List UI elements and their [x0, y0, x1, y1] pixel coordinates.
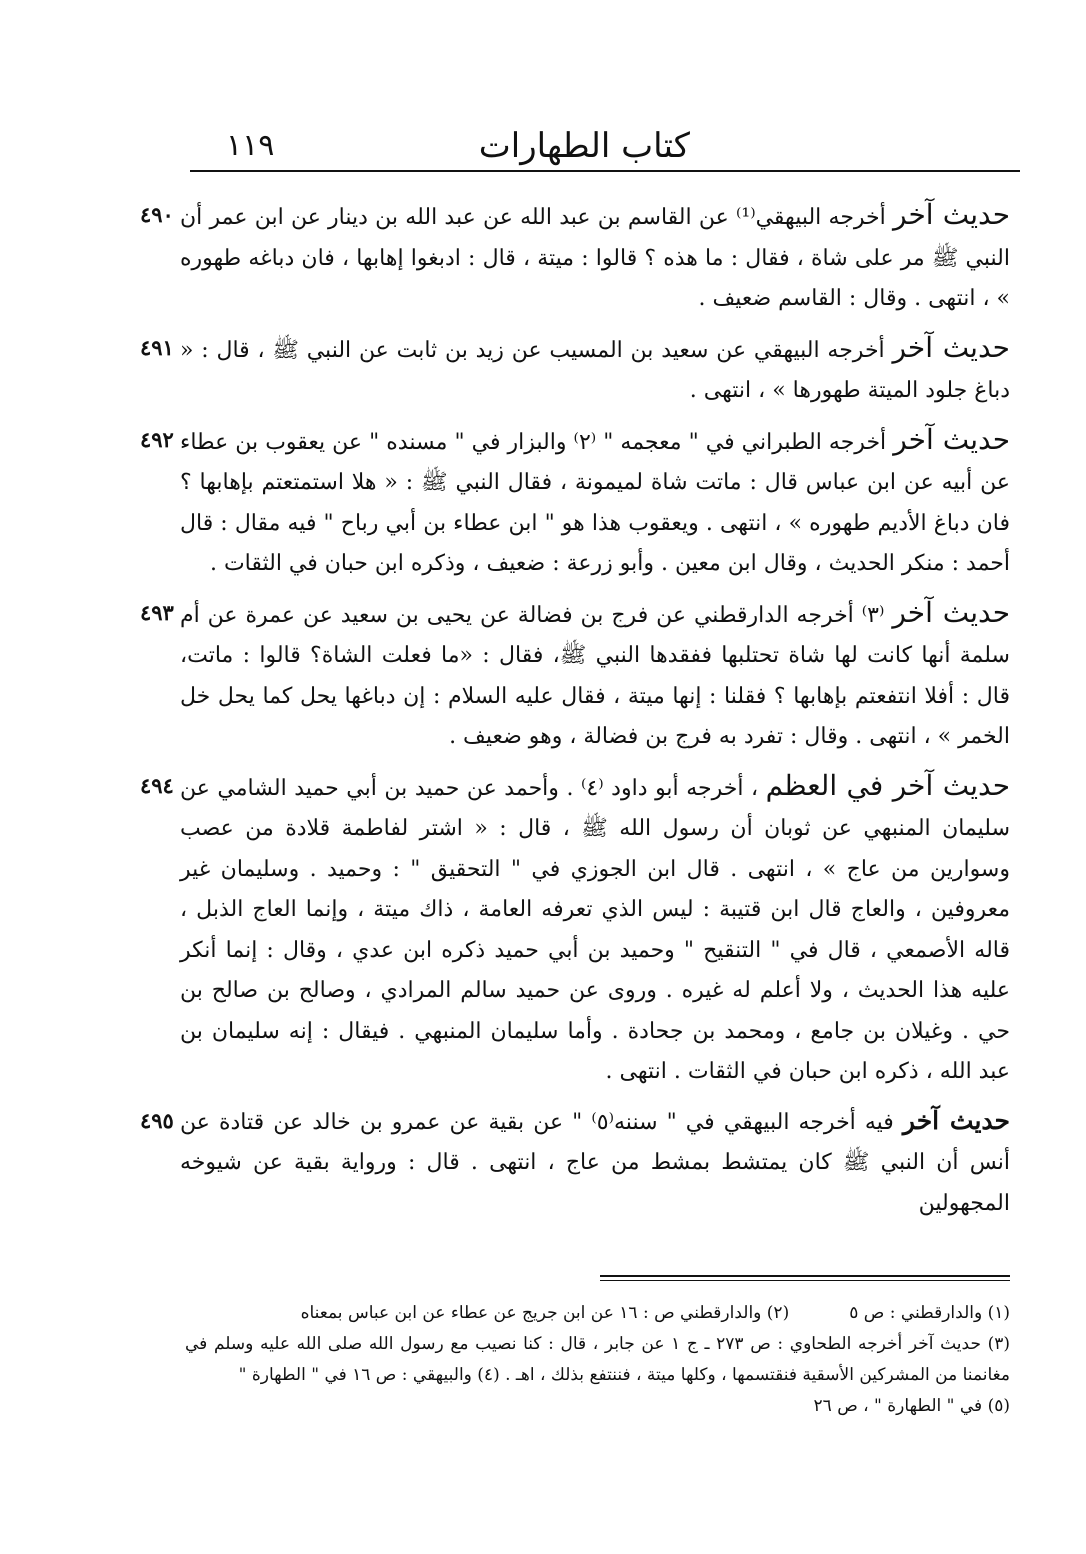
page-header [190, 112, 1020, 172]
footnote-3-text: (٣) حديث آخر أخرجه الطحاوي : ص ٢٧٣ ـ ج ١ عن جابر ، قال : كنا نصيب مع رسول الله صلى الله عليه وسلم في مغانمنا من المشركين الأسقية فنقتسمها ، وكلها ميتة ، فننتفع بذلك ، اهـ . [185, 1334, 1011, 1385]
hadith-text: ⁽٣⁾ أخرجه الدارقطني عن فرج بن فضالة عن يحيى بن سعيد عن عمرة عن أم سلمة أنها كانت لها شاة تحتلبها ففقدها النبي ﷺ، فقال : «ما فعلت الشاة؟ قالوا : ماتت، قال : أفلا انتفعتم بإهابها ؟ فقلنا : إنها ميتة ، فقال عليه السلام : إن دباغها يحل كما يحل خل الخمر » ، انتهى . وقال : تفرد به فرج بن فضالة ، وهو ضعيف . [180, 602, 1010, 749]
hadith-heading: حديث آخر [902, 1105, 1010, 1135]
hadith-number: ٤٩١ [140, 334, 174, 360]
hadith-heading: حديث آخر [893, 198, 1011, 231]
hadith-text: أخرجه البيهقي عن سعيد بن المسيب عن زيد بن ثابت عن النبي ﷺ ، قال : « دباغ جلود الميتة طهورها » ، انتهى . [180, 337, 1010, 403]
hadith-entry [140, 766, 1011, 1093]
footnote-row [185, 1298, 1010, 1329]
hadith-heading: حديث آخر [892, 330, 1010, 364]
hadith-entry [140, 195, 1011, 320]
hadith-number: ٤٩٢ [140, 426, 174, 452]
footnote-2: (٢) والدارقطني ص : ١٦ عن ابن جريج عن عطاء عن ابن عباس بمعناه [300, 1303, 790, 1323]
hadith-number: ٤٩٣ [140, 599, 174, 625]
hadith-heading: حديث آخر [893, 422, 1011, 456]
hadith-text: فيه أخرجه البيهقي في " سننه⁽٥⁾ " عن بقية عن عمرو بن خالد عن قتادة عن أنس أن النبي ﷺ كان يمتشط بمشط من عاج ، انتهى . قال : ورواية بقية عن شيوخه المجهولين [180, 1109, 1010, 1216]
hadith-entry [140, 593, 1011, 758]
hadith-number: ٤٩٥ [140, 1107, 174, 1133]
hadith-heading: حديث آخر [892, 595, 1011, 629]
footnote-5: (٥) في " الطهارة " ، ص ٢٦ [813, 1396, 1010, 1416]
book-title: كتاب الطهارات [478, 126, 690, 166]
hadith-entry [140, 420, 1011, 585]
footnotes [185, 1298, 1010, 1422]
footnote-rule [600, 1275, 1010, 1281]
hadith-text: أخرجه البيهقي⁽¹⁾ عن القاسم بن عبد الله عن عبد الله بن دينار عن ابن عمر أن النبي ﷺ مر على شاة ، فقال : ما هذه ؟ قالوا : ميتة ، قال : ادبغوا إهابها ، فان دباغه طهوره » ، انتهى . وقال : القاسم ضعيف . [180, 205, 1010, 311]
hadith-text: أخرجه الطبراني في " معجمه " ⁽٢⁾ والبزار في " مسنده " عن يعقوب بن عطاء عن أبيه عن ابن عباس قال : ماتت شاة لميمونة ، فقال النبي ﷺ : « هلا استمتعتم بإهابها ؟ فان دباغ الأديم طهوره » ، انتهى . ويعقوب هذا هو " ابن عطاء بن أبي رباح " فيه مقال : قال أحمد : منكر الحديث ، وقال ابن معين . وأبو زرعة : ضعيف ، وذكره ابن حبان في الثقات . [180, 429, 1010, 576]
page-number: ١١٩ [226, 128, 275, 163]
main-text [140, 195, 1011, 1232]
hadith-number: ٤٩٤ [140, 772, 174, 798]
hadith-entry [140, 1101, 1010, 1225]
hadith-text: ، أخرجه أبو داود ⁽٤⁾ . وأحمد عن حميد بن أبي حميد الشامي عن سليمان المنبهي عن ثوبان أن رسول الله ﷺ ، قال : « اشتر لفاطمة قلادة من عصب وسوارين من عاج » ، انتهى . قال ابن الجوزي في " التحقيق " : وحميد . وسليمان غير معروفين ، والعاج قال ابن قتيبة : ليس الذي تعرفه العامة ، ذاك ميتة ، وإنما العاج الذبل ، قاله الأصمعي ، قال في " التنقيح " وحميد بن أبي حميد ذكره ابن عدي ، وقال : إنما أنكر عليه هذا الحديث ، ولا أعلم له غيره . وروى عن حميد سالم المرادي ، وصالح بن صالح بن حي . وغيلان بن جامع ، ومحمد بن جحادة . وأما سليمان المنبهي . فيقال : إنه سليمان بن عبد الله ، ذكره ابن حبان في الثقات . انتهى . [180, 775, 1010, 1084]
hadith-entry [140, 328, 1010, 412]
hadith-heading: حديث آخر في العظم [765, 768, 1011, 802]
footnote-3 [185, 1329, 1010, 1391]
hadith-number: ٤٩٠ [140, 202, 174, 227]
header-rule [190, 170, 1020, 172]
footnote-4-text: (٤) والبيهقي : ص ١٦ في " الطهارة " [238, 1365, 500, 1385]
footnote-1: (١) والدارقطني : ص ٥ [849, 1303, 1010, 1323]
